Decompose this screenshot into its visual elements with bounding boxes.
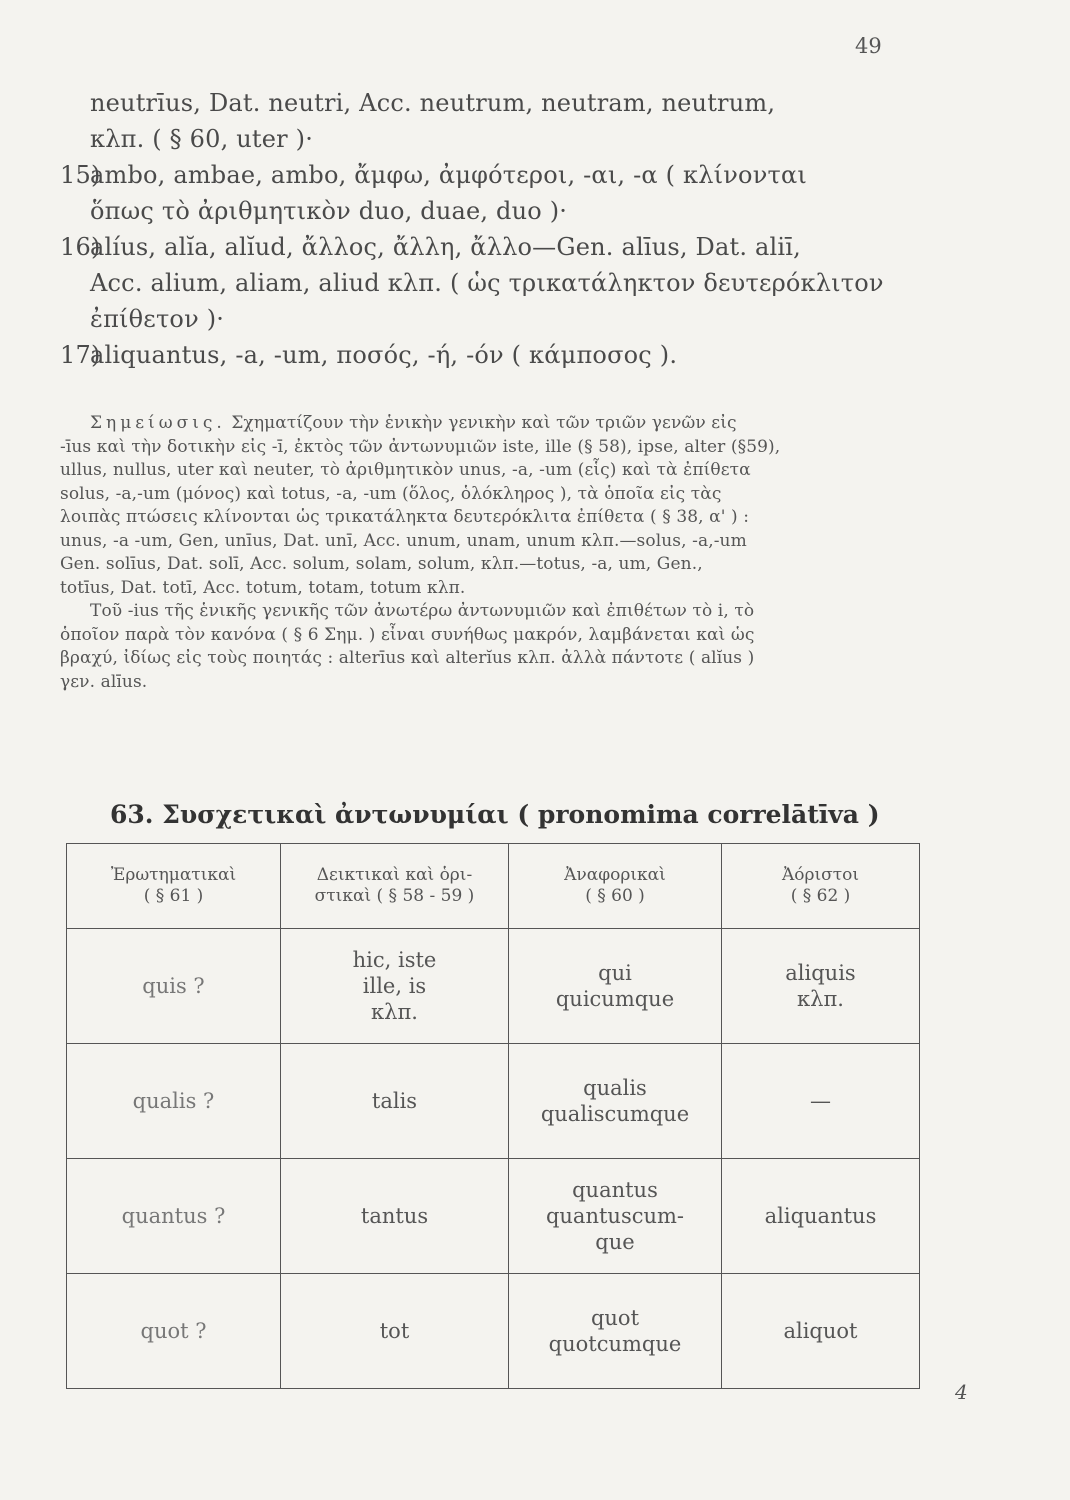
table-cell: qualis ? [67,1044,281,1159]
entry-line [60,160,920,190]
entry-line: ὅπως τὸ ἀριθμητικὸν duo, duae, duo )· [90,197,568,225]
table-cell: hic, iste ille, is κλπ. [281,929,509,1044]
note-line: unus, -a -um, Gen, unīus, Dat. unī, Acc. unum, unam, unum κλπ.—solus, -a,-um [60,530,747,551]
table-cell: — [722,1044,920,1159]
note-line: totīus, Dat. totī, Acc. totum, totam, totum κλπ. [60,577,466,598]
note-line: βραχύ, ἰδίως εἰς τοὺς ποιητάς : alterīus καὶ alterĭus κλπ. ἀλλὰ πάντοτε ( alĭus ) [60,648,755,668]
note-line: Gen. solīus, Dat. solī, Acc. solum, solam, solum, κλπ.—totus, -a, um, Gen., [60,554,703,574]
entry-line [60,232,920,262]
header-interrogative: Ἐρωτηματικαὶ ( § 61 ) [67,844,281,929]
entry-15 [60,160,920,226]
note-line [60,412,910,436]
table-row [67,929,920,1044]
entry-17 [60,340,920,370]
entry-text: ambo, ambae, ambo, ἄμφω, ἀμφότεροι, -αι, -α ( κλίνονται [90,161,807,189]
table-cell: aliquot [722,1274,920,1389]
table-cell: quis ? [67,929,281,1044]
table-cell: qualis qualiscumque [509,1044,722,1159]
entry-text: alíus, alĭa, alĭud, ἄλλος, ἄλλη, ἄλλο—Gen. alīus, Dat. aliī, [90,233,801,261]
table-cell: tantus [281,1159,509,1274]
note-line: solus, -a,-um (μόνος) καὶ totus, -a, -um (ὅλος, ὁλόκληρος ), τὰ ὁποῖα εἰς τὰς [60,483,722,504]
section-title-greek: Συσχετικαὶ ἀντωνυμίαι [162,800,509,829]
note-text: Σχηματίζουν τὴν ἑνικὴν γενικὴν καὶ τῶν τριῶν γενῶν εἰς [231,413,737,433]
entry-line: Acc. alium, aliam, aliud κλπ. ( ὡς τρικατάληκτον δευτερόκλιτον [90,269,884,297]
note-line: -īus καὶ τὴν δοτικὴν εἰς -ī, ἐκτὸς τῶν ἀντωνυμιῶν iste, ille (§ 58), ipse, alter (§59), [60,436,781,457]
table-header-row [67,844,920,929]
table-cell: quot quotcumque [509,1274,722,1389]
note-line: λοιπὰς πτώσεις κλίνονται ὡς τρικατάληκτα δευτερόκλιτα ἐπίθετα ( § 38, α' ) : [60,507,750,527]
note-line: ὁποῖον παρὰ τὸν κανόνα ( § 6 Σημ. ) εἶναι συνήθως μακρόν, λαμβάνεται καὶ ὡς [60,624,755,645]
entry-number: 15) [60,161,101,189]
table-cell: quantus quantuscum- que [509,1159,722,1274]
table-cell: quantus ? [67,1159,281,1274]
header-indefinite: Ἀόριστοι ( § 62 ) [722,844,920,929]
entries [60,88,920,376]
entry-line: κλπ. ( § 60, uter )· [90,125,314,153]
entry-line [60,88,920,118]
header-relative: Ἀναφορικαὶ ( § 60 ) [509,844,722,929]
entry-neutrius [60,88,920,154]
section-number: 63. [110,800,154,829]
signature-mark: 4 [955,1380,968,1404]
table-row [67,1274,920,1389]
table-cell: quot ? [67,1274,281,1389]
table-row [67,1159,920,1274]
table-cell: tot [281,1274,509,1389]
entry-16 [60,232,920,334]
section-title-latin: ( pronomima correlātīva ) [517,800,880,829]
note-label: Σημείωσις. [90,413,226,433]
note-line: Τοῦ -ius τῆς ἑνικῆς γενικῆς τῶν ἀνωτέρω ἀντωνυμιῶν καὶ ἐπιθέτων τὸ i, τὸ [90,601,755,621]
table-cell: talis [281,1044,509,1159]
page-number: 49 [855,34,882,58]
entry-text: aliquantus, -a, -um, ποσός, -ή, -όν ( κάμποσος ). [90,341,678,369]
section-title [110,800,880,829]
correlative-pronouns-table [66,843,920,1389]
entry-number: 16) [60,233,101,261]
table-cell: aliquis κλπ. [722,929,920,1044]
entry-line: ἐπίθετον )· [90,305,225,333]
table-cell: qui quicumque [509,929,722,1044]
note-line: ullus, nullus, uter καὶ neuter, τὸ ἀριθμητικὸν unus, -a, -um (εἷς) καὶ τὰ ἐπίθετα [60,460,751,480]
header-demonstrative: Δεικτικαὶ καὶ ὁρι- στικαὶ ( § 58 - 59 ) [281,844,509,929]
table-cell: aliquantus [722,1159,920,1274]
table-row [67,1044,920,1159]
entry-number: 17) [60,341,101,369]
entry-line [60,340,920,370]
entry-text: neutrīus, Dat. neutri, Acc. neutrum, neutram, neutrum, [90,89,776,117]
note-line: γεν. alīus. [60,671,148,692]
note-block [60,412,910,694]
